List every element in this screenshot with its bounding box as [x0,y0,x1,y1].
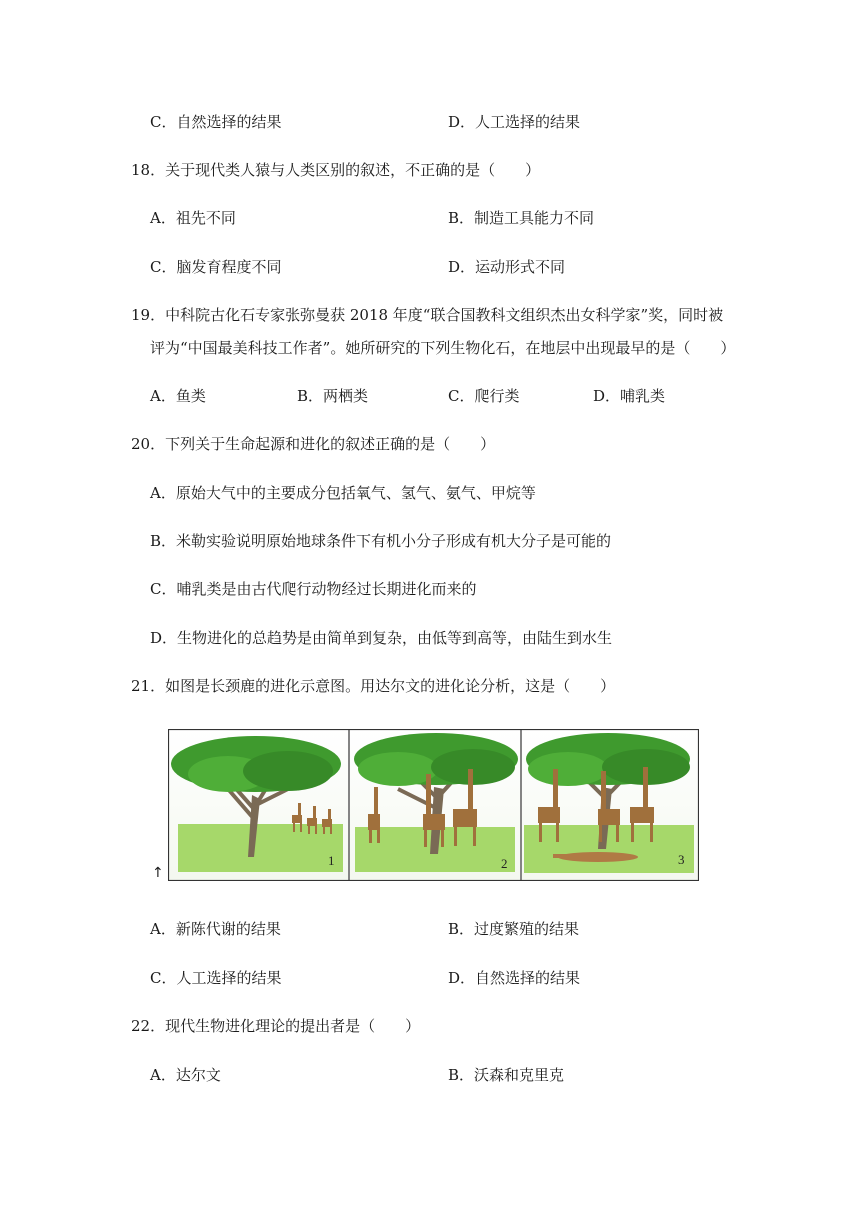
cursor-mark: ↑ [152,865,164,881]
panel-2-label: 2 [501,856,508,871]
q20-option-a: A．原始大气中的主要成分包括氧气、氢气、氨气、甲烷等 [150,484,536,502]
giraffe-evolution-figure [168,729,699,881]
q18-option-b: B．制造工具能力不同 [448,209,595,227]
q19-option-d: D．哺乳类 [593,387,666,405]
q19-stem-line1: 19．中科院古化石专家张弥曼获 2018 年度“联合国教科文组织杰出女科学家”奖，同时被 [131,306,724,324]
q21-option-d: D．自然选择的结果 [448,969,581,987]
q22-stem: 22．现代生物进化理论的提出者是（ ） [131,1017,421,1035]
q20-option-c: C．哺乳类是由古代爬行动物经过长期进化而来的 [150,580,477,598]
q18-option-d: D．运动形式不同 [448,258,566,276]
q18-option-a: A．祖先不同 [150,209,236,227]
panel-1 [168,729,348,881]
q21-stem: 21．如图是长颈鹿的进化示意图。用达尔文的进化论分析，这是（ ） [131,677,616,695]
q17-option-c: C．自然选择的结果 [150,113,282,131]
q21-option-c: C．人工选择的结果 [150,969,282,987]
q20-stem: 20．下列关于生命起源和进化的叙述正确的是（ ） [131,435,496,453]
q19-option-a: A．鱼类 [150,387,206,405]
q19-stem-line2: 评为“中国最美科技工作者”。她所研究的下列生物化石，在地层中出现最早的是（ ） [150,339,736,357]
q22-option-b: B．沃森和克里克 [448,1066,565,1084]
q19-option-b: B．两栖类 [297,387,369,405]
q21-option-b: B．过度繁殖的结果 [448,920,580,938]
q18-stem: 18．关于现代类人猿与人类区别的叙述，不正确的是（ ） [131,161,541,179]
panel-3 [522,729,698,881]
q21-option-a: A．新陈代谢的结果 [150,920,281,938]
panel-1-label: 1 [328,853,335,868]
q20-option-d: D．生物进化的总趋势是由简单到复杂，由低等到高等，由陆生到水生 [150,629,613,647]
q19-option-c: C．爬行类 [448,387,520,405]
q17-option-d: D．人工选择的结果 [448,113,581,131]
q18-option-c: C．脑发育程度不同 [150,258,282,276]
q20-option-b: B．米勒实验说明原始地球条件下有机小分子形成有机大分子是可能的 [150,532,612,550]
panel-2 [350,729,520,881]
q22-option-a: A．达尔文 [150,1066,221,1084]
panel-3-label: 3 [678,852,685,867]
